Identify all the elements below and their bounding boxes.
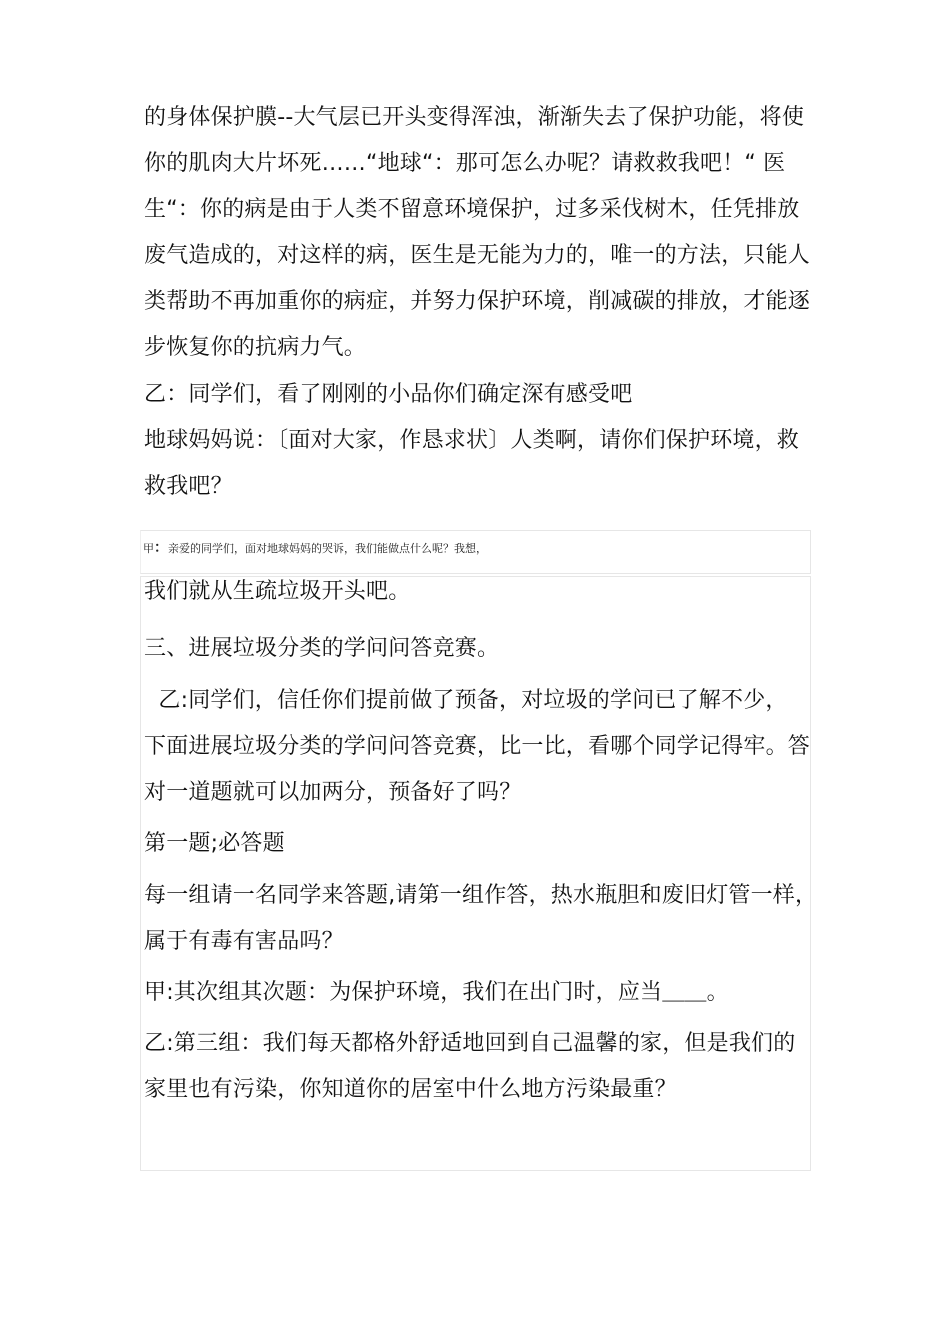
dialogue-line: 乙:同学们，信任你们提前做了预备，对垃圾的学问已了解不少，	[144, 688, 788, 713]
dialogue-line: 地球妈妈说：〔面对大家，作恳求状〕人类啊，请你们保护环境，救	[144, 428, 800, 453]
question-line: 乙:第三组：我们每天都格外舒适地回到自己温馨的家，但是我们的	[144, 1031, 796, 1056]
small-text: 亲爱的同学们，面对地球妈妈的哭诉，我们能做点什么呢？我想，	[168, 542, 487, 555]
text-line: 的身体保护膜--大气层已开头变得浑浊，渐渐失去了保护功能，将使	[144, 105, 805, 130]
question-line: 甲:其次组其次题：为保护环境，我们在出门时，应当＿＿。	[144, 980, 729, 1005]
text-line: 废气造成的，对这样的病，医生是无能为力的，唯一的方法，只能人	[144, 243, 811, 268]
question-line: 每一组请一名同学来答题,请第一组作答，热水瓶胆和废旧灯管一样，	[144, 883, 818, 908]
small-dialogue-line	[143, 540, 487, 557]
section-heading: 三、进展垃圾分类的学问问答竞赛。	[144, 636, 500, 661]
text-line: 生“：你的病是由于人类不留意环境保护，过多采伐树木，任凭排放	[144, 197, 800, 222]
text-line: 你的肌肉大片坏死……“地球“：那可怎么办呢？请救救我吧！“ 医	[144, 151, 786, 176]
text-line: 步恢复你的抗病力气。	[144, 335, 367, 360]
text-line: 类帮助不再加重你的病症，并努力保护环境，削减碳的排放，才能逐	[144, 289, 811, 314]
dialogue-line: 救我吧？	[144, 474, 233, 499]
question-heading: 第一题;必答题	[144, 831, 285, 856]
text-line: 我们就从生疏垃圾开头吧。	[144, 579, 411, 604]
speaker-label: 甲	[143, 542, 154, 555]
text-line: 下面进展垃圾分类的学问问答竞赛，比一比，看哪个同学记得牢。答	[144, 734, 811, 759]
question-line: 家里也有污染，你知道你的居室中什么地方污染最重？	[144, 1077, 677, 1102]
speaker-colon: ：	[154, 540, 168, 556]
dialogue-line: 乙：同学们，看了刚刚的小品你们确定深有感受吧	[144, 382, 633, 407]
text-line: 对一道题就可以加两分，预备好了吗？	[144, 780, 522, 805]
question-line: 属于有毒有害品吗？	[144, 929, 344, 954]
